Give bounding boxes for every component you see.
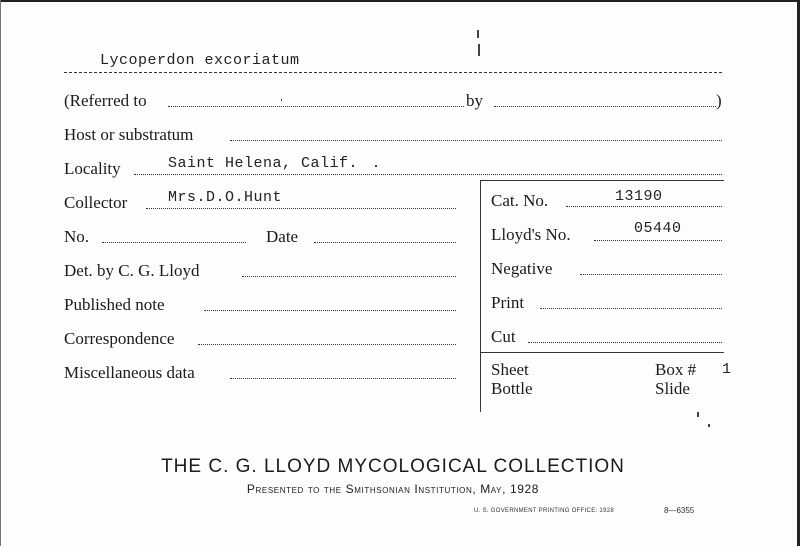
negative-label: Negative [491,259,553,278]
ink-mark [708,424,710,427]
catalog-box-top-border [480,180,724,181]
lloyds-no-line [594,240,722,241]
by-label: by [466,91,483,110]
bottle-label: Bottle [491,379,533,398]
catalog-box-left-border [480,180,481,412]
lloyds-no-label: Lloyd's No. [491,225,571,244]
catalog-box-divider [480,352,724,353]
sheet-label: Sheet [491,360,529,379]
print-line [540,308,722,309]
collection-subtitle: Presented to the Smithsonian Institution, May, 1928 [246,482,540,496]
miscellaneous-label: Miscellaneous data [64,363,195,382]
cat-no-value: 13190 [615,188,663,205]
box-number-label: Box # [655,360,697,379]
cut-line [528,342,722,343]
negative-line [580,274,722,275]
ink-mark [477,30,479,38]
date-label: Date [266,227,299,246]
ink-mark [375,165,377,167]
lloyds-no-value: 05440 [634,220,682,237]
slide-label: Slide [655,379,690,398]
date-line [314,242,456,243]
collector-line [146,208,456,209]
number-line [102,242,246,243]
ink-mark [281,99,282,101]
host-line [230,140,722,141]
host-label: Host or substratum [64,125,194,144]
number-label: No. [64,227,90,246]
ink-mark [697,412,699,417]
collector-value: Mrs.D.O.Hunt [168,189,283,206]
referred-by-line [494,106,716,107]
ink-mark [478,44,480,56]
box-number-value: 1 [722,361,732,378]
correspondence-line [198,344,456,345]
species-line [64,72,722,73]
locality-line [134,174,722,175]
cat-no-label: Cat. No. [491,191,549,210]
referred-to-line [168,106,464,107]
locality-value: Saint Helena, Calif. [168,155,359,172]
determined-by-line [242,276,456,277]
print-label: Print [491,293,525,312]
referred-close-paren: ) [716,91,722,110]
species-name: Lycoperdon excoriatum [100,52,300,69]
locality-label: Locality [64,159,121,178]
correspondence-label: Correspondence [64,329,175,348]
card-top-edge [0,0,800,2]
cat-no-line [566,206,722,207]
printer-imprint: U. S. GOVERNMENT PRINTING OFFICE: 1928 [474,508,614,514]
collection-title: THE C. G. LLOYD MYCOLOGICAL COLLECTION [161,456,625,477]
miscellaneous-line [230,378,456,379]
form-number: 8—6355 [664,506,695,515]
published-note-line [204,310,456,311]
referred-to-label: (Referred to [64,91,147,110]
cut-label: Cut [491,327,516,346]
published-note-label: Published note [64,295,165,314]
collector-label: Collector [64,193,128,212]
determined-by-label: Det. by C. G. Lloyd [64,261,200,280]
